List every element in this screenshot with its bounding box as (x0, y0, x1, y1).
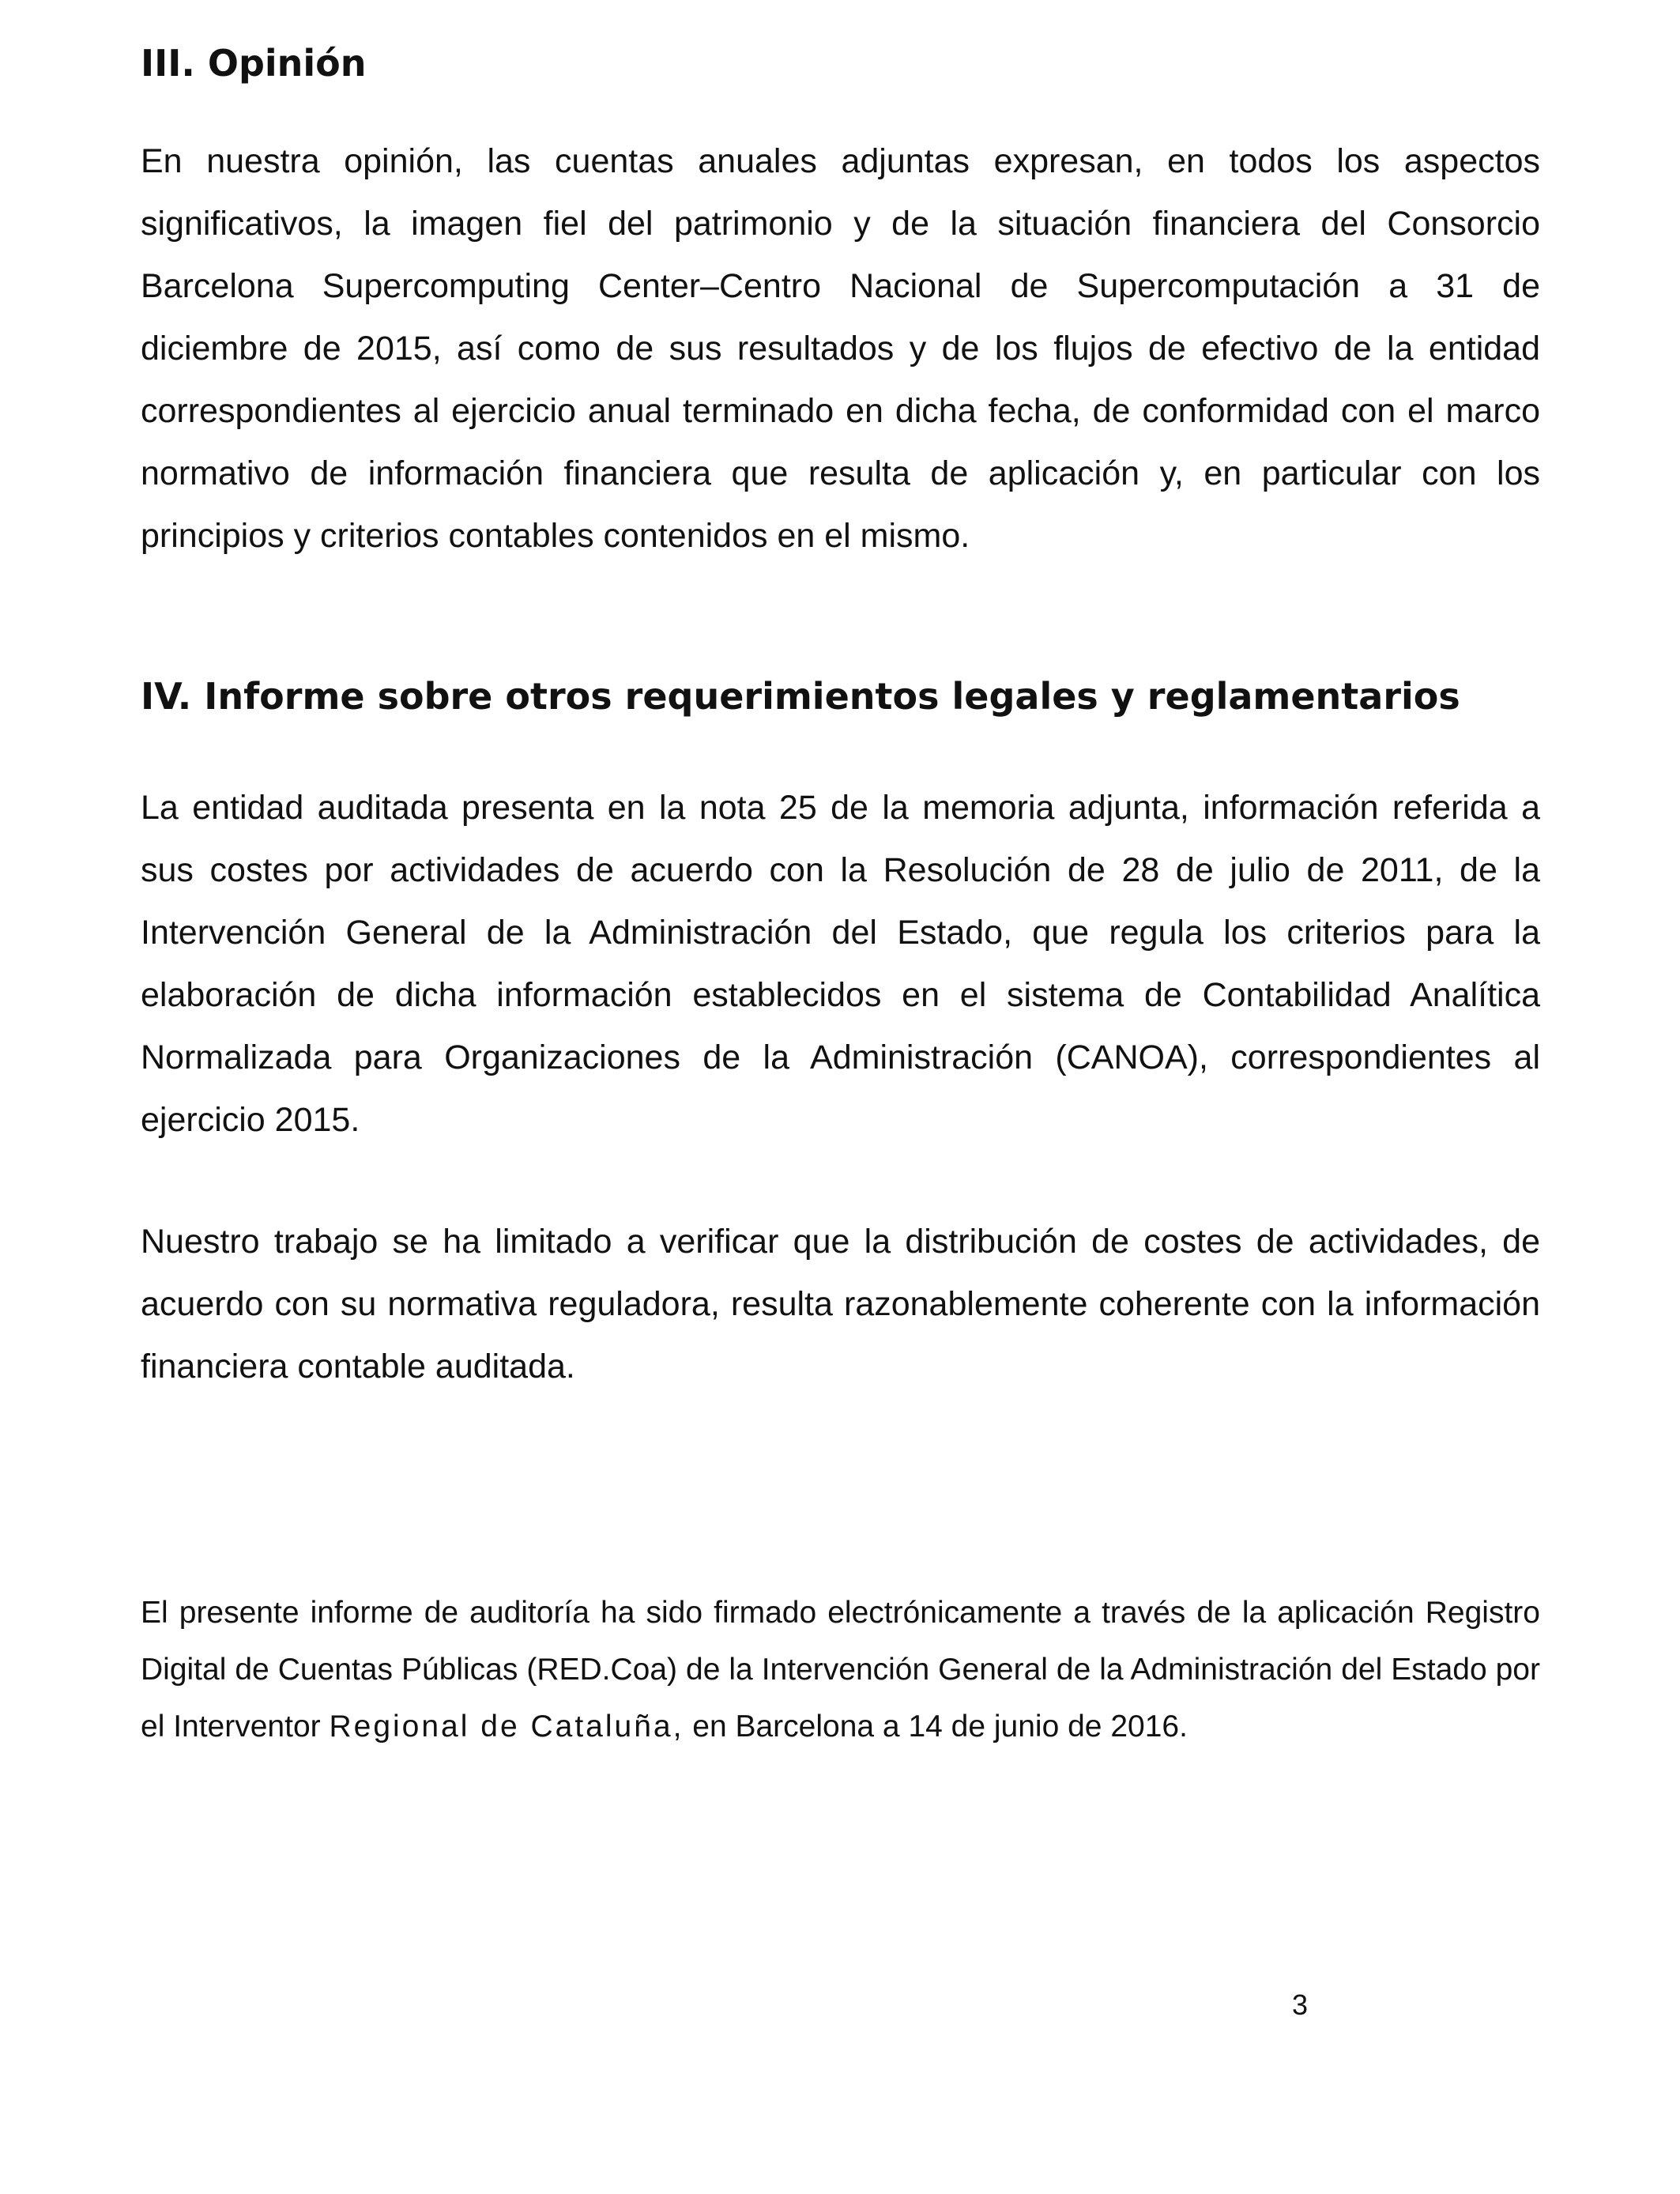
work-scope-paragraph: Nuestro trabajo se ha limitado a verificar que la distribución de costes de actividades, de acuerdo con su normativa reguladora, resulta razonablemente coherente con la información financiera contable auditada. (141, 1223, 1540, 1385)
signature-region: Regional de Cataluña, (329, 1710, 684, 1744)
opinion-paragraph: En nuestra opinión, las cuentas anuales adjuntas expresan, en todos los aspectos significativos, la imagen fiel del patrimonio y de la situación financiera del Consorcio Barcelona Supercomputing Center–Centro Nacional de Supercomputación a 31 de diciembre de 2015, así como de sus resultados y de los flujos de efectivo de la entidad correspondientes al ejercicio anual terminado en dicha fecha, de conformidad con el marco normativo de información financiera que resulta de aplicación y, en particular con los principios y criterios contables contenidos en el mismo. (141, 142, 1540, 555)
signature-paragraph (141, 1585, 1540, 1755)
section-4-title: IV. Informe sobre otros requerimientos legales y reglamentarios (141, 675, 1460, 718)
signature-text-start: El presente informe de auditoría ha sido firmado electrónicamente a través de la aplicación Registro Digital de Cuentas Públicas (RED.Coa) de la Intervención General de la Administración del Estado por el Interventor (141, 1596, 1540, 1744)
signature-text-end: en Barcelona a 14 de junio de 2016. (684, 1710, 1188, 1744)
section-3-title: III. Opinión (141, 42, 367, 85)
page-number: 3 (1291, 1989, 1309, 2021)
costs-paragraph: La entidad auditada presenta en la nota 25 de la memoria adjunta, información referida a sus costes por actividades de acuerdo con la Resolución de 28 de julio de 2011, de la Intervención General de la Administración del Estado, que regula los criterios para la elaboración de dicha información establecidos en el sistema de Contabilidad Analítica Normalizada para Organizaciones de la Administración (CANOA), correspondientes al ejercicio 2015. (141, 789, 1540, 1139)
